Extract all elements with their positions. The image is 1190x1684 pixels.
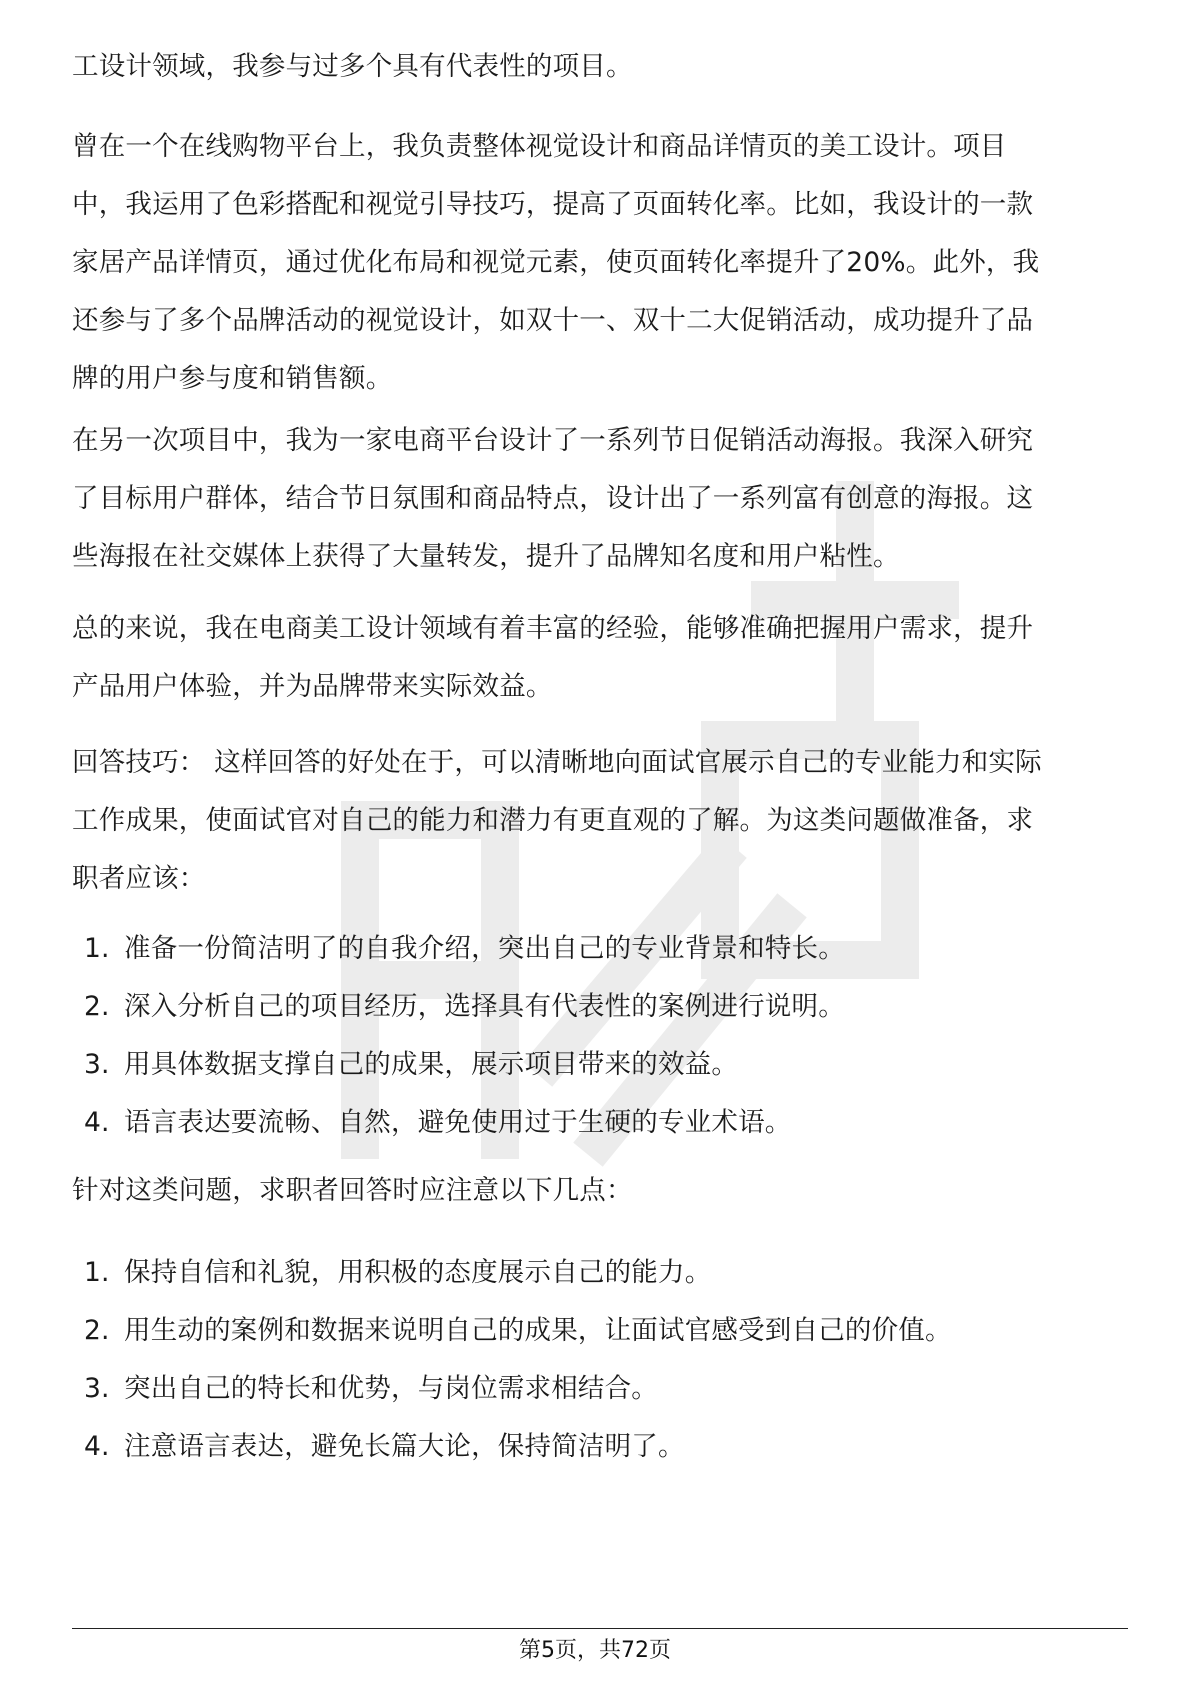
list-item-text: 用具体数据支撑自己的成果，展示项目带来的效益。 bbox=[124, 1049, 739, 1080]
preparation-list bbox=[84, 920, 1124, 1152]
list-item-number: 2. bbox=[84, 991, 110, 1022]
list-item bbox=[84, 1360, 1124, 1418]
list-item bbox=[84, 1418, 1124, 1476]
list-item-number: 4. bbox=[84, 1107, 110, 1138]
paragraph-summary: 总的来说，我在电商美工设计领域有着丰富的经验，能够准确把握用户需求，提升 产品用户体验，并为品牌带来实际效益。 bbox=[72, 613, 1034, 702]
list-item-text: 深入分析自己的项目经历，选择具有代表性的案例进行说明。 bbox=[124, 991, 845, 1022]
paragraph-attention-points: 针对这类问题，求职者回答时应注意以下几点： bbox=[72, 1175, 633, 1206]
paragraph-poster-project: 在另一次项目中，我为一家电商平台设计了一系列节日促销活动海报。我深入研究 了目标用户群体，结合节日氛围和商品特点，设计出了一系列富有创意的海报。这 些海报在社交媒体上获得了大量转发，提升了品牌知名度和用户粘性。 bbox=[72, 425, 1034, 572]
paragraph-shopping-platform-project: 曾在一个在线购物平台上，我负责整体视觉设计和商品详情页的美工设计。项目 中，我运用了色彩搭配和视觉引导技巧，提高了页面转化率。比如，我设计的一款 家居产品详情页，通过优化布局和视觉元素，使页面转化率提升了20%。此外，我 还参与了多个品牌活动的视觉设计，如双十一、双十二大促销活动，成功提升了品 牌的用户参与度和销售额。 bbox=[72, 131, 1040, 394]
list-item-text: 突出自己的特长和优势，与岗位需求相结合。 bbox=[124, 1373, 658, 1404]
list-item bbox=[84, 978, 1124, 1036]
list-item bbox=[84, 1094, 1124, 1152]
list-item-text: 保持自信和礼貌，用积极的态度展示自己的能力。 bbox=[124, 1257, 712, 1288]
page-number-footer: 第5页，共72页 bbox=[519, 1638, 671, 1663]
list-item-text: 注意语言表达，避免长篇大论，保持简洁明了。 bbox=[124, 1431, 685, 1462]
attention-list bbox=[84, 1244, 1124, 1476]
paragraph-answer-tips: 回答技巧： 这样回答的好处在于，可以清晰地向面试官展示自己的专业能力和实际 工作成果，使面试官对自己的能力和潜力有更直观的了解。为这类问题做准备，求 职者应该： bbox=[72, 747, 1042, 894]
list-item bbox=[84, 1302, 1124, 1360]
list-item-number: 2. bbox=[84, 1315, 110, 1346]
list-item-text: 准备一份简洁明了的自我介绍，突出自己的专业背景和特长。 bbox=[124, 933, 845, 964]
paragraph-intro-continuation: 工设计领域，我参与过多个具有代表性的项目。 bbox=[72, 51, 633, 82]
list-item-number: 1. bbox=[84, 933, 110, 964]
list-item-number: 3. bbox=[84, 1049, 110, 1080]
list-item-number: 4. bbox=[84, 1431, 110, 1462]
list-item-number: 3. bbox=[84, 1373, 110, 1404]
list-item bbox=[84, 1036, 1124, 1094]
footer-divider bbox=[72, 1628, 1128, 1629]
list-item bbox=[84, 1244, 1124, 1302]
list-item-text: 用生动的案例和数据来说明自己的成果，让面试官感受到自己的价值。 bbox=[124, 1315, 952, 1346]
list-item-text: 语言表达要流畅、自然，避免使用过于生硬的专业术语。 bbox=[124, 1107, 792, 1138]
list-item bbox=[84, 920, 1124, 978]
list-item-number: 1. bbox=[84, 1257, 110, 1288]
